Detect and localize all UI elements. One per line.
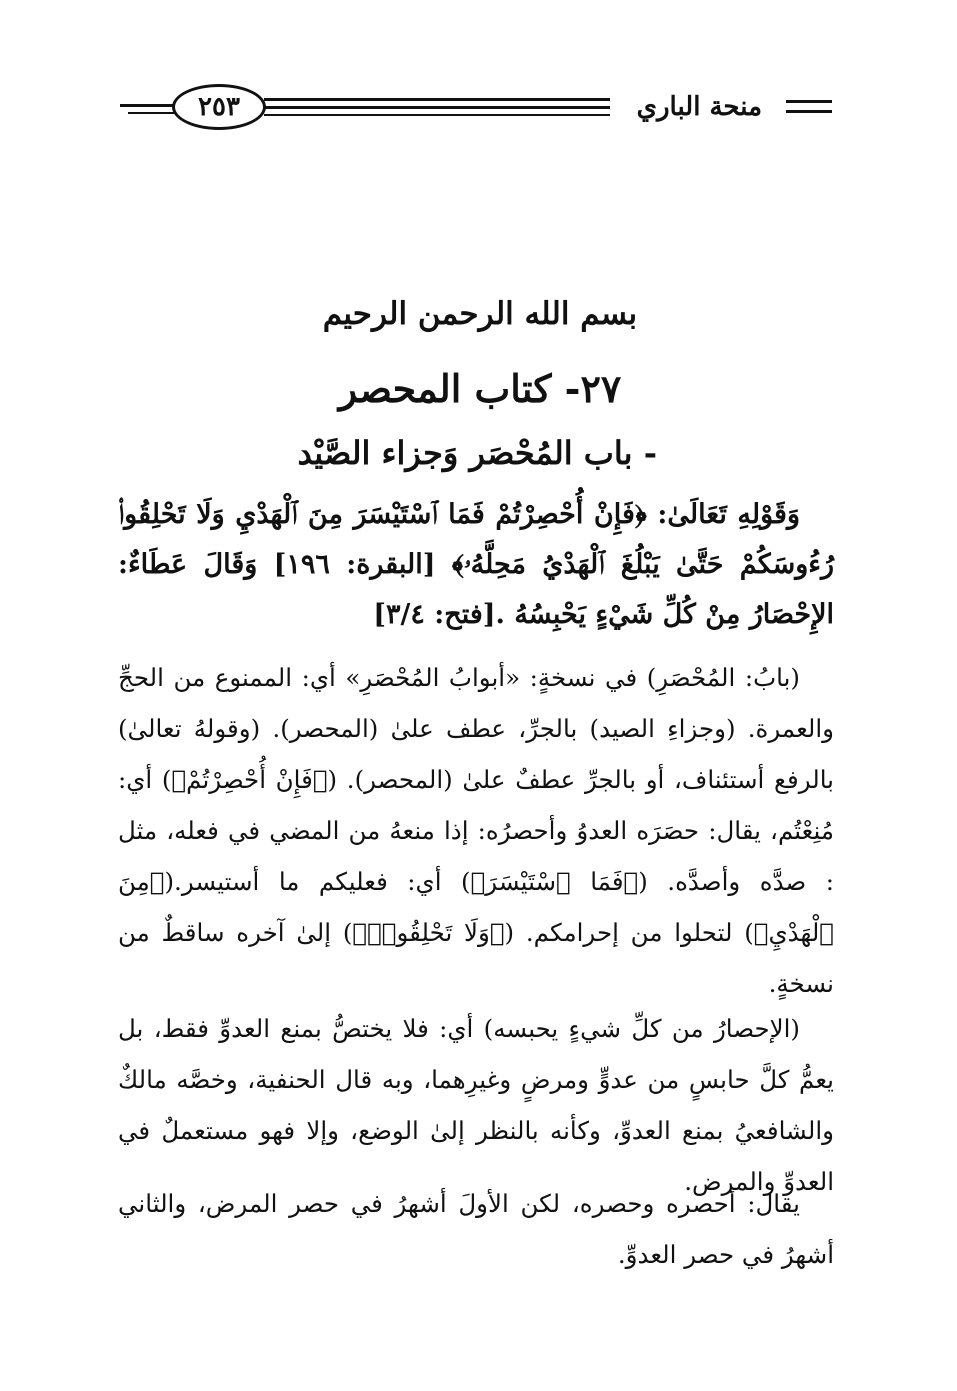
commentary-text: (الإحصارُ من كلِّ شيءٍ يحبسه) أي: فلا يختصُّ بمنع العدوِّ فقط، بل يعمُّ كلَّ حابسٍ من عدوٍّ ومرضٍ وغيرِهما، وبه قال الحنفية، وخصَّه مالكٌ والشافعيُ بمنع العدوِّ، وكأنه بالنظر إلىٰ الوضع، وإلا فهو مستعملٌ في العدوِّ والمرض. bbox=[118, 1014, 834, 1196]
header-rule-middle bbox=[264, 98, 610, 101]
header-rule-left-thin bbox=[128, 112, 176, 114]
commentary-text: يقال: أحصره وحصره، لكن الأولَ أشهرُ في حصر المرض، والثاني أشهرُ في حصر العدوِّ. bbox=[118, 1189, 834, 1269]
header-rule-right-2 bbox=[786, 110, 832, 113]
chapter-title: - باب المُحْصَر وَجزاء الصَّيْد bbox=[297, 434, 657, 472]
book-number: ٢٧- bbox=[564, 366, 622, 411]
commentary-paragraph-1 bbox=[118, 652, 834, 1009]
page-header bbox=[120, 78, 840, 138]
commentary-text: (بابُ: المُحْصَرِ) في نسخةٍ: «أبوابُ المُحْصَرِ» أي: الممنوع من الحجِّ والعمرة. (وجزاءِ الصيد) بالجرِّ، عطف علىٰ (المحصر). (وقولهُ تعالىٰ) بالرفع أستئناف، أو بالجرِّ عطفٌ علىٰ (المحصر). (﴿فَإِنْ أُحْصِرْتُمْ﴾) أي: مُنِعْتُم، يقال: حصَرَه العدوُ وأحصرُه: إذا منعهُ من المضي في فعله، مثل : صدَّه وأصدَّه. (﴿فَمَا ٱسْتَيْسَرَ﴾) أي: فعليكم ما أستيسر.(﴿مِنَ ٱلْهَدْيِ﴾) لتحلوا من إحرامكم. (﴿وَلَا تَحْلِقُوا۟﴾) إلىٰ آخره ساقطٌ من نسخةٍ. bbox=[118, 663, 834, 998]
verse-text: وَقَوْلِهِ تَعَالَىٰ: ﴿فَإِنْ أُحْصِرْتُمْ فَمَا ٱسْتَيْسَرَ مِنَ ٱلْهَدْيِ وَلَا تَحْلِقُوا۟ رُءُوسَكُمْ حَتَّىٰ يَبْلُغَ ٱلْهَدْيُ مَحِلَّهُۥ﴾ [البقرة: ١٩٦] وَقَالَ عَطَاءٌ: الإِحْصَارُ مِنْ كُلِّ شَيْءٍ يَحْبِسُهُ .[فتح: ٣/٤] bbox=[118, 499, 835, 630]
header-rule-left bbox=[120, 104, 176, 107]
running-title: منحة الباري bbox=[636, 92, 762, 122]
book-title: كتاب المحصر bbox=[338, 366, 552, 411]
header-rule-middle-3 bbox=[264, 114, 610, 116]
header-rule-right bbox=[786, 100, 832, 103]
commentary-paragraph-2 bbox=[118, 1003, 834, 1207]
header-rule-middle-2 bbox=[264, 106, 610, 109]
basmala: بسم الله الرحمن الرحيم bbox=[322, 296, 638, 332]
page-number: ٢٥٣ bbox=[172, 84, 266, 130]
verse-paragraph bbox=[118, 490, 834, 640]
book-heading bbox=[120, 366, 840, 411]
commentary-paragraph-3 bbox=[118, 1178, 834, 1280]
